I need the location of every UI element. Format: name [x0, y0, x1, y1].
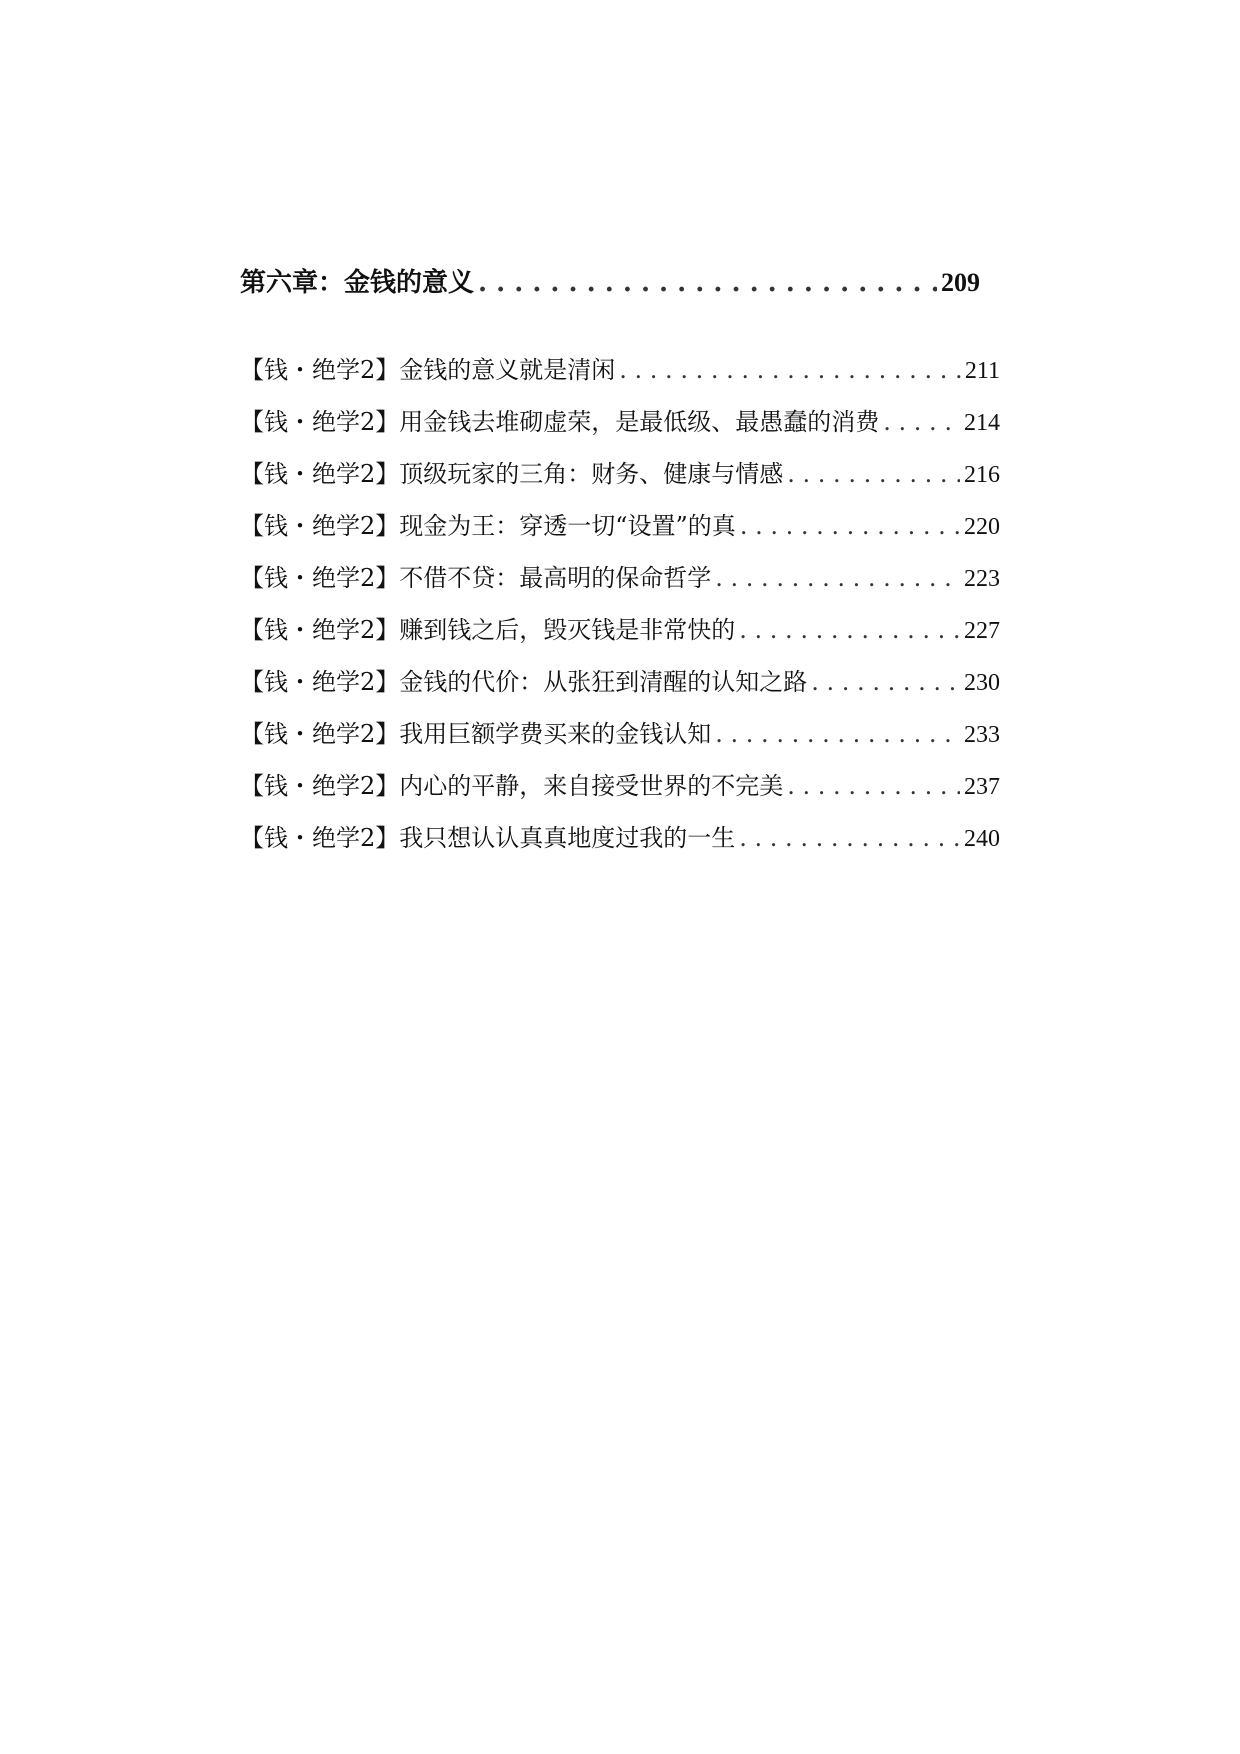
toc-entry-6[interactable] — [240, 610, 1000, 662]
dot-leader — [740, 512, 960, 540]
toc-entry-3[interactable] — [240, 454, 1000, 506]
entry-title: 【钱・绝学2】内心的平静，来自接受世界的不完美 — [240, 772, 784, 800]
entry-page-number: 211 — [964, 358, 1000, 384]
entry-title: 【钱・绝学2】不借不贷：最高明的保命哲学 — [240, 564, 712, 592]
dot-leader — [715, 720, 960, 748]
table-of-contents — [240, 262, 1000, 870]
entry-title: 【钱・绝学2】金钱的代价：从张狂到清醒的认知之路 — [240, 668, 808, 696]
toc-entry-4[interactable] — [240, 506, 1000, 558]
entry-title: 【钱・绝学2】赚到钱之后，毁灭钱是非常快的 — [240, 616, 736, 644]
dot-leader — [787, 460, 960, 488]
chapter-title: 第六章：金钱的意义 — [240, 268, 475, 298]
entry-title: 【钱・绝学2】我用巨额学费买来的金钱认知 — [240, 720, 712, 748]
dot-leader — [739, 824, 960, 852]
chapter-page-number: 209 — [941, 268, 980, 297]
entry-title: 【钱・绝学2】金钱的意义就是清闲 — [240, 356, 616, 384]
entry-title: 【钱・绝学2】我只想认认真真地度过我的一生 — [240, 824, 736, 852]
entry-page-number: 214 — [964, 410, 1000, 436]
entry-page-number: 220 — [964, 514, 1000, 540]
toc-entry-8[interactable] — [240, 714, 1000, 766]
dot-leader — [739, 616, 960, 644]
toc-entry-5[interactable] — [240, 558, 1000, 610]
entry-title: 【钱・绝学2】现金为王：穿透一切“设置”的真 — [240, 512, 736, 540]
entry-page-number: 216 — [964, 462, 1000, 488]
dot-leader — [811, 668, 960, 696]
entry-title: 【钱・绝学2】顶级玩家的三角：财务、健康与情感 — [240, 460, 784, 488]
toc-entry-7[interactable] — [240, 662, 1000, 714]
entry-page-number: 230 — [964, 670, 1000, 696]
dot-leader — [715, 564, 960, 592]
chapter-heading-row[interactable] — [240, 262, 980, 306]
toc-entry-10[interactable] — [240, 818, 1000, 870]
dot-leader — [619, 356, 961, 384]
entry-page-number: 240 — [964, 826, 1000, 852]
toc-entry-2[interactable] — [240, 402, 1000, 454]
dot-leader — [787, 772, 960, 800]
dot-leader — [478, 268, 937, 298]
toc-entry-1[interactable] — [240, 350, 1000, 402]
entry-title: 【钱・绝学2】用金钱去堆砌虚荣，是最低级、最愚蠢的消费 — [240, 408, 880, 436]
entry-page-number: 227 — [964, 618, 1000, 644]
entry-page-number: 237 — [964, 774, 1000, 800]
entry-page-number: 223 — [964, 566, 1000, 592]
dot-leader — [883, 408, 960, 436]
entry-page-number: 233 — [964, 722, 1000, 748]
toc-entry-9[interactable] — [240, 766, 1000, 818]
